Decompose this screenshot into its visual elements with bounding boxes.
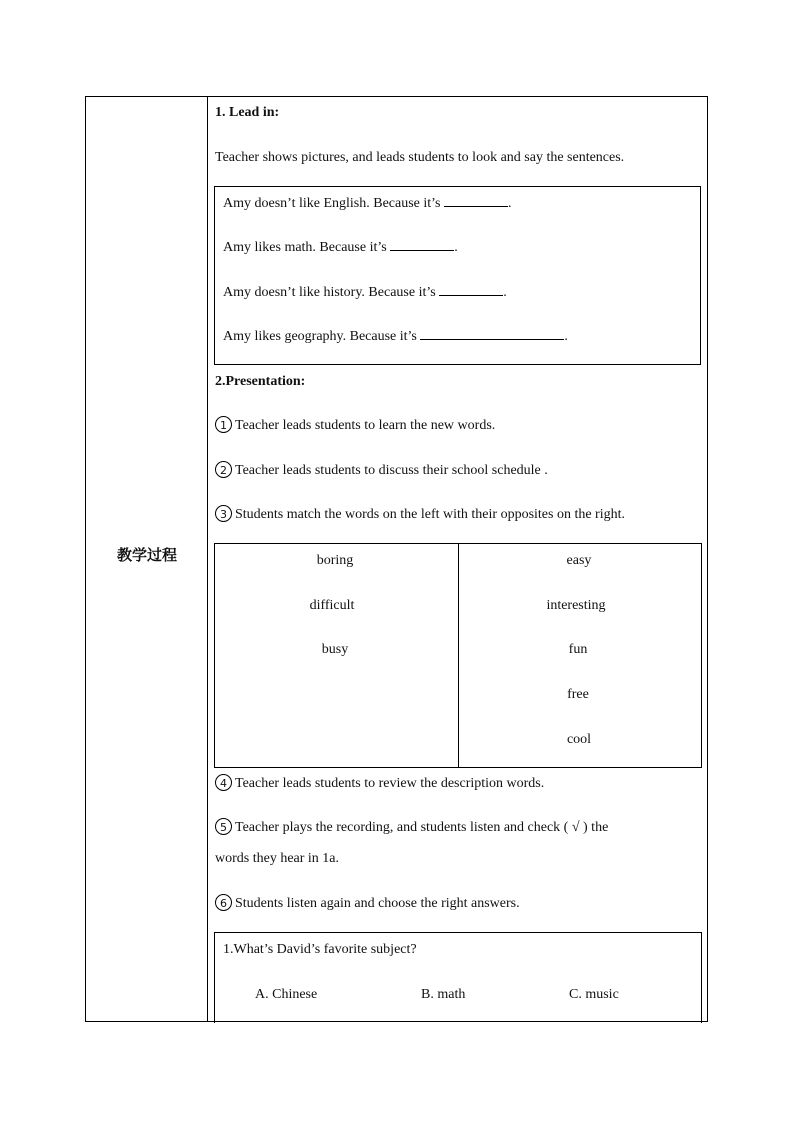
step-1: 1 Teacher leads students to learn the new words. bbox=[215, 417, 495, 435]
lead-in-heading: 1. Lead in: bbox=[215, 105, 280, 120]
step-6: 6 Students listen again and choose the right answers. bbox=[215, 895, 520, 913]
circled-number: 4 bbox=[215, 774, 232, 791]
right-word: fun bbox=[568, 642, 588, 657]
circled-number: 3 bbox=[215, 505, 232, 522]
bottom-border bbox=[85, 1021, 708, 1022]
step-3: 3 Students match the words on the left with their opposites on the right. bbox=[215, 506, 625, 524]
teaching-process-label: 教学过程 bbox=[116, 546, 177, 564]
question-box bbox=[214, 932, 702, 1023]
sentence-2: Amy likes math. Because it’s . bbox=[223, 240, 458, 255]
circled-number: 2 bbox=[215, 461, 232, 478]
circled-number: 1 bbox=[215, 416, 232, 433]
circled-number: 5 bbox=[215, 818, 232, 835]
step-2: 2 Teacher leads students to discuss their school schedule . bbox=[215, 462, 548, 480]
presentation-heading: 2.Presentation: bbox=[215, 374, 306, 389]
option-b: B. math bbox=[421, 987, 466, 1002]
sentence-3: Amy doesn’t like history. Because it’s . bbox=[223, 285, 507, 300]
circled-number: 6 bbox=[215, 894, 232, 911]
right-word: interesting bbox=[546, 598, 606, 613]
answer-blank bbox=[420, 327, 564, 340]
left-word: boring bbox=[316, 553, 354, 568]
option-a: A. Chinese bbox=[255, 987, 318, 1002]
column-divider bbox=[458, 544, 459, 767]
answer-blank bbox=[444, 194, 508, 207]
option-c: C. music bbox=[569, 987, 619, 1002]
answer-blank bbox=[439, 283, 503, 296]
left-column bbox=[86, 97, 208, 1022]
step-4: 4 Teacher leads students to review the description words. bbox=[215, 775, 544, 793]
right-word: easy bbox=[566, 553, 592, 568]
answer-blank bbox=[390, 238, 454, 251]
sentence-box bbox=[214, 186, 701, 365]
right-word: free bbox=[567, 687, 589, 702]
step-5-continued: words they hear in 1a. bbox=[215, 851, 340, 866]
step-5: 5 Teacher plays the recording, and students listen and check ( √ ) the bbox=[215, 819, 608, 837]
sentence-4: Amy likes geography. Because it’s . bbox=[223, 329, 568, 344]
right-word: cool bbox=[566, 732, 592, 747]
match-table bbox=[214, 543, 702, 768]
sentence-1: Amy doesn’t like English. Because it’s . bbox=[223, 196, 512, 211]
question-text: 1.What’s David’s favorite subject? bbox=[223, 942, 417, 957]
lead-in-instruction: Teacher shows pictures, and leads students to look and say the sentences. bbox=[215, 150, 625, 165]
left-word: busy bbox=[321, 642, 349, 657]
left-word: difficult bbox=[309, 598, 355, 613]
